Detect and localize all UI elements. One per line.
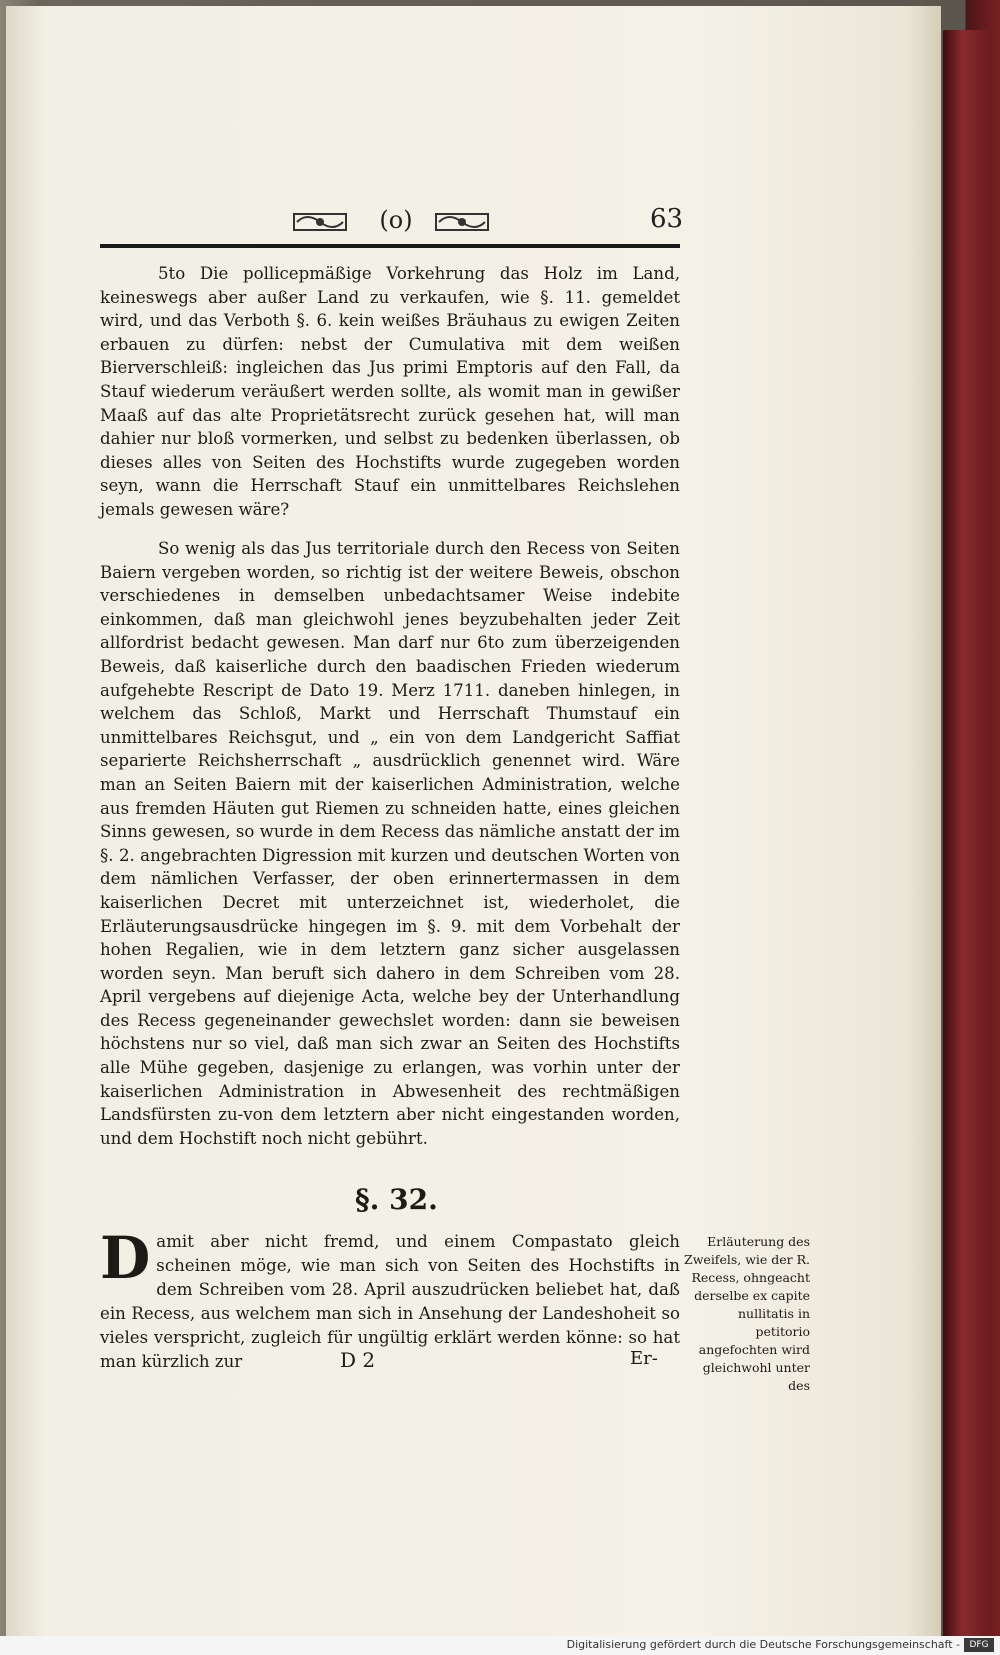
ornament-left-icon	[293, 210, 347, 234]
page-number: 63	[650, 204, 684, 234]
section-heading: §. 32.	[355, 1183, 438, 1216]
paragraph-1: 5to Die pollicepmäßige Vorkehrung das Holz im Land, keineswegs aber außer Land zu verkaufen, wie §. 11. gemeldet wird, und das Verboth §. 6. kein weißes Bräuhaus zu ewigen Zeiten erbauen zu dürfen: nebst der Cumulativa mit dem weißen Bierverschleiß: ingleichen das Jus primi Emptoris auf den Fall, da Stauf wiederum veräußert werden sollte, als womit man in gewißer Maaß auf das alte Proprietätsrecht zurück gesehen hat, will man dahier nur bloß vormerken, und selbst zu bedenken überlassen, ob dieses alles von Seiten des Hochstifts wurde zugegeben worden seyn, wann die Herrschaft Stauf ein unmittelbares Reichslehen jemals gewesen wäre?	[100, 264, 680, 519]
page-header	[100, 204, 684, 246]
paragraph-3	[100, 1224, 680, 1374]
header-rule	[100, 244, 680, 248]
dfg-logo-icon: DFG	[964, 1638, 994, 1652]
paragraph-3-text: amit aber nicht fremd, und einem Compastato gleich scheinen möge, wie man sich von Seiten des Hochstifts in dem Schreiben vom 28. April auszudrücken beliebet hat, daß ein Recess, aus welchem man sich in Ansehung der Landeshoheit so vieles verspricht, zugleich für ungültig erklärt werden könne: so hat man kürzlich zur	[100, 1232, 680, 1371]
catchword: Er-	[630, 1348, 658, 1369]
signature-mark: D 2	[340, 1348, 376, 1372]
book-binding	[943, 30, 991, 1640]
paragraph-2: So wenig als das Jus territoriale durch den Recess von Seiten Baiern vergeben worden, so richtig ist der weitere Beweis, obschon verschiedenes in demselben unbedachtsamer Weise indebite einkommen, daß man gleichwohl jenes beyzubehalten jeder Zeit allfordrist bedacht gewesen. Man darf nur 6to zum überzeigenden Beweis, daß kaiserliche durch den baadischen Frieden wiederum aufgehebte Rescript de Dato 19. Merz 1711. daneben hinlegen, in welchem das Schloß, Markt und Herrschaft Thumstauf ein unmittelbares Reichsgut, und „ ein von dem Landgericht Saffiat separierte Reichsherrschaft „ ausdrücklich genennet wird. Wäre man an Seiten Baiern mit der kaiserlichen Administration, welche aus fremden Häuten gut Riemen zu schneiden hatte, eines gleichen Sinns gewesen, so wurde in dem Recess das nämliche anstatt der im §. 2. angebrachten Digression mit kurzen und deutschen Worten von dem nämlichen Verfasser, der oben erinnertermassen in dem kaiserlichen Decret mit unterzeichnet ist, wiederholet, die Erläuterungsausdrücke hingegen im §. 9. mit dem Vorbehalt der hohen Regalien, wie in dem letztern ganz sicher ausgelassen worden seyn. Man beruft sich dahero in dem Schreiben vom 28. April vergebens auf diejenige Acta, welche bey der Unterhandlung des Recess gegeneinander gewechslet worden: dann sie beweisen höchstens nur so viel, daß man sich zwar an Seiten des Hochstifts alle Mühe gegeben, dasjenige zu erlangen, was vorhin unter der kaiserlichen Administration in Abwesenheit des rechtmäßigen Landsfürsten zu-von dem letztern aber nicht eingestanden worden, und dem Hochstift noch nicht gebührt.	[100, 539, 680, 1148]
header-mark: (o)	[379, 206, 413, 234]
footer-credit: Digitalisierung gefördert durch die Deutsche Forschungsgemeinschaft -	[566, 1638, 960, 1651]
ornament-right-icon	[435, 210, 489, 234]
drop-cap: D	[100, 1224, 151, 1292]
margin-note: Erläuterung des Zweifels, wie der R. Recess, ohngeacht derselbe ex capite nullitatis in petitorio angefochten wird gleichwohl unter des	[684, 1234, 810, 1393]
